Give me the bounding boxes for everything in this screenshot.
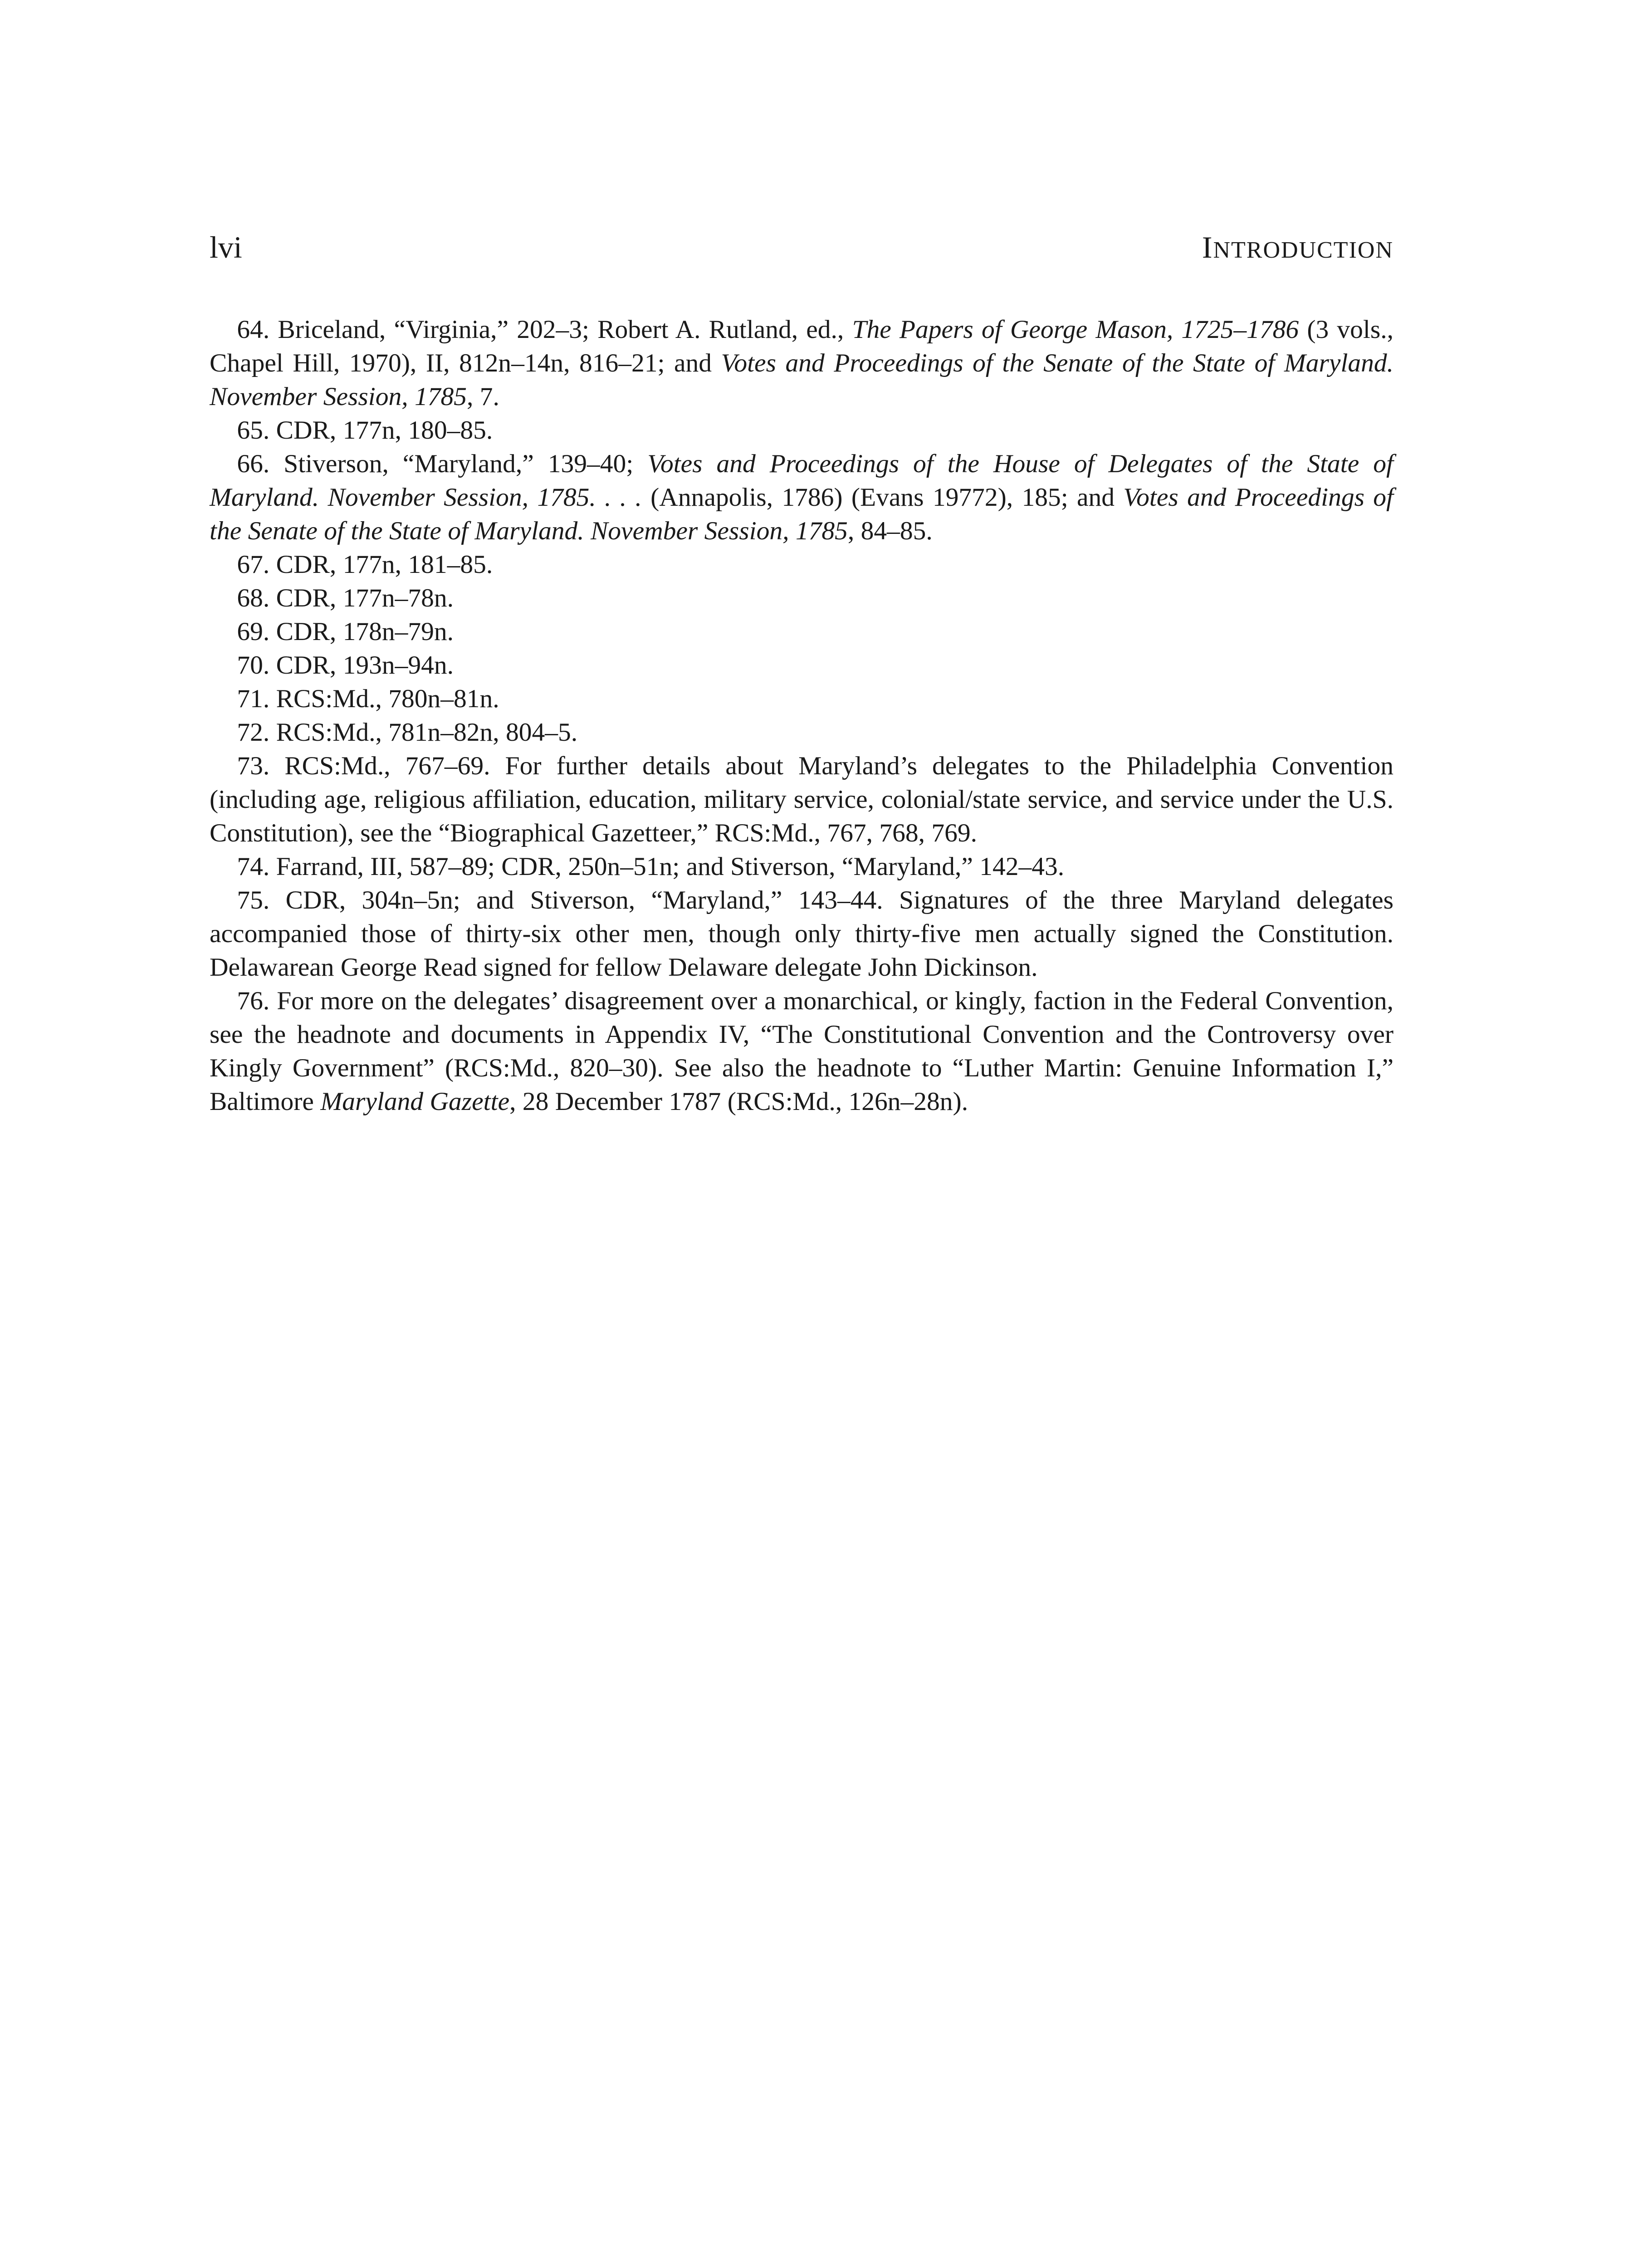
endnote xyxy=(210,582,1393,615)
endnote-text: , 28 December 1787 (RCS:Md., 126n–28n). xyxy=(509,1087,968,1116)
endnote-text: Briceland, “Virginia,” 202–3; Robert A. Rutland, ed., xyxy=(269,315,852,344)
endnote-number: 66. xyxy=(237,450,270,478)
endnote-number: 75. xyxy=(237,886,270,914)
endnote-text: CDR, 304n–5n; and Stiverson, “Maryland,” 143–44. Signatures of the three Maryland delegates accompanied those of thirty-six other men, though only thirty-five men actually signed the Constitution. Delawarean George Read signed for fellow Delaware delegate John Dickinson. xyxy=(210,886,1393,982)
endnote-number: 67. xyxy=(237,550,270,579)
endnote-italic-title: The Papers of George Mason, 1725–1786 xyxy=(852,315,1299,344)
endnote-number: 64. xyxy=(237,315,270,344)
endnote-text: (3 vols., Chapel Hill, 1970), II, 812n–14n, 816–21; and xyxy=(210,315,1393,377)
endnote xyxy=(210,548,1393,582)
endnote xyxy=(210,414,1393,447)
endnotes xyxy=(210,313,1393,1119)
endnote-text: CDR, 193n–94n. xyxy=(269,651,454,679)
page-number: lvi xyxy=(210,230,242,264)
endnote xyxy=(210,716,1393,749)
endnote-number: 72. xyxy=(237,718,270,747)
running-title xyxy=(1202,222,1393,275)
endnote-text: CDR, 177n–78n. xyxy=(269,584,454,612)
endnote-text: CDR, 177n, 181–85. xyxy=(269,550,493,579)
endnote-italic-title: Votes and Proceedings of the Senate of the State of Maryland. November Session, 1785 xyxy=(210,349,1393,411)
endnote-text: (Annapolis, 1786) (Evans 19772), 185; and xyxy=(641,483,1124,512)
endnote-number: 73. xyxy=(237,752,270,780)
endnote-number: 69. xyxy=(237,617,270,646)
endnote-italic-title: Votes and Proceedings of the House of Delegates of the State of Maryland. November Session, 1785. . . . xyxy=(210,450,1393,512)
endnote-italic-title: Maryland Gazette xyxy=(320,1087,510,1116)
endnote-text: RCS:Md., 767–69. For further details about Maryland’s delegates to the Philadelphia Convention (including age, religious affiliation, education, military service, colonial/state service, and service under the U.S. Constitution), see the “Biographical Gazetteer,” RCS:Md., 767, 768, 769. xyxy=(210,752,1393,847)
endnote-italic-title: Votes and Proceedings of the Senate of the State of Maryland. November Session, 1785 xyxy=(210,483,1393,545)
endnote-number: 76. xyxy=(237,987,270,1015)
endnote-text: RCS:Md., 780n–81n. xyxy=(269,684,499,713)
running-title-initial: I xyxy=(1202,230,1213,264)
running-title-small-caps: NTRODUCTION xyxy=(1213,237,1393,263)
endnote-number: 65. xyxy=(237,416,270,445)
endnote xyxy=(210,447,1393,548)
endnote-number: 68. xyxy=(237,584,270,612)
endnote xyxy=(210,615,1393,649)
endnote xyxy=(210,682,1393,716)
endnote xyxy=(210,649,1393,682)
endnote-number: 71. xyxy=(237,684,270,713)
endnote-text: CDR, 177n, 180–85. xyxy=(269,416,493,445)
endnote-text: For more on the delegates’ disagreement over a monarchical, or kingly, faction in the Federal Convention, see the headnote and documents in Appendix IV, “The Constitutional Convention and the Controversy over Kingly Government” (RCS:Md., 820–30). See also the headnote to “Luther Martin: Genuine Information I,” Baltimore xyxy=(210,987,1393,1116)
endnote-text: , 7. xyxy=(466,382,499,411)
endnote-text: CDR, 178n–79n. xyxy=(269,617,454,646)
endnote-number: 70. xyxy=(237,651,270,679)
endnote xyxy=(210,749,1393,850)
endnote xyxy=(210,984,1393,1119)
endnote xyxy=(210,850,1393,884)
endnote-text: RCS:Md., 781n–82n, 804–5. xyxy=(269,718,578,747)
endnote xyxy=(210,884,1393,984)
endnote-text: , 84–85. xyxy=(847,517,933,545)
endnote xyxy=(210,313,1393,414)
running-head xyxy=(210,222,1393,272)
endnote-text: Farrand, III, 587–89; CDR, 250n–51n; and Stiverson, “Maryland,” 142–43. xyxy=(269,852,1065,881)
endnote-text: Stiverson, “Maryland,” 139–40; xyxy=(269,450,648,478)
endnote-number: 74. xyxy=(237,852,270,881)
